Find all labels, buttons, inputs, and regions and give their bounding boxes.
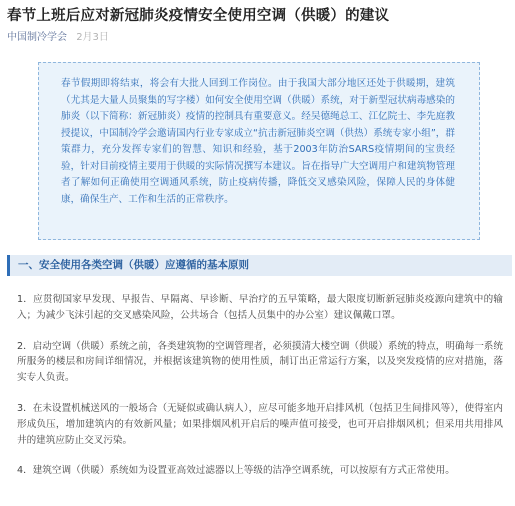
section-heading: 一、安全使用各类空调（供暖）应遵循的基本原则 bbox=[7, 255, 512, 276]
list-item: 2．启动空调（供暖）系统之前，各类建筑物的空调管理者，必须摸清大楼空调（供暖）系统的特点，明确每一系统所服务的楼层和房间详细情况，并根据该建筑物的使用性质，制订出正常运行方案，以及突发疫情的应对措施，落实专人负责。 bbox=[17, 340, 503, 384]
principles-list bbox=[17, 292, 503, 494]
intro-text: 春节假期即将结束，将会有大批人回到工作岗位。由于我国大部分地区还处于供暖期，建筑（尤其是大量人员聚集的写字楼）如何安全使用空调（供暖）系统，对于新型冠状病毒感染的肺炎（以下简称：新冠肺炎）疫情的控制具有重要意义。经吴德绳总工、江亿院士、李先庭教授提议，中国制冷学会邀请国内行业专家成立“抗击新冠肺炎空调（供热）系统专家小组”，群策群力，充分发挥专家们的智慧、知识和经验，基于2003年防治SARS疫情期间的宝贵经验，针对目前疫情主要用于供暖的实际情况撰写本建议。旨在指导广大空调用户和建筑物管理者了解如何正确使用空调通风系统，防止疫病传播，降低交叉感染风险，保障人民的身体健康，确保生产、工作和生活的正常秩序。 bbox=[61, 78, 455, 205]
source-link[interactable]: 中国制冷学会 bbox=[7, 32, 67, 43]
list-item: 4．建筑空调（供暖）系统如为设置亚高效过滤器以上等级的洁净空调系统，可以按原有方式正常使用。 bbox=[17, 465, 455, 477]
intro-box bbox=[38, 62, 480, 240]
publish-date: 2月3日 bbox=[76, 32, 109, 43]
article-title: 春节上班后应对新冠肺炎疫情安全使用空调（供暖）的建议 bbox=[7, 8, 390, 24]
list-item: 3．在未设置机械送风的一般场合（无疑似或确认病人），应尽可能多地开启排风机（包括卫生间排风等），使得室内形成负压，增加建筑内的有效新风量；如果排烟风机开启后的噪声值可接受，也可开启排烟风机；但采用共用排风井的建筑应防止交叉污染。 bbox=[17, 402, 503, 446]
list-item: 1．应贯彻国家早发现、早报告、早隔离、早诊断、早治疗的五早策略，最大限度切断新冠肺炎疫源向建筑中的输入；为减少飞沫引起的交叉感染风险，公共场合（包括人员集中的办公室）建议佩戴口罩。 bbox=[17, 294, 503, 321]
article-meta bbox=[7, 28, 109, 43]
